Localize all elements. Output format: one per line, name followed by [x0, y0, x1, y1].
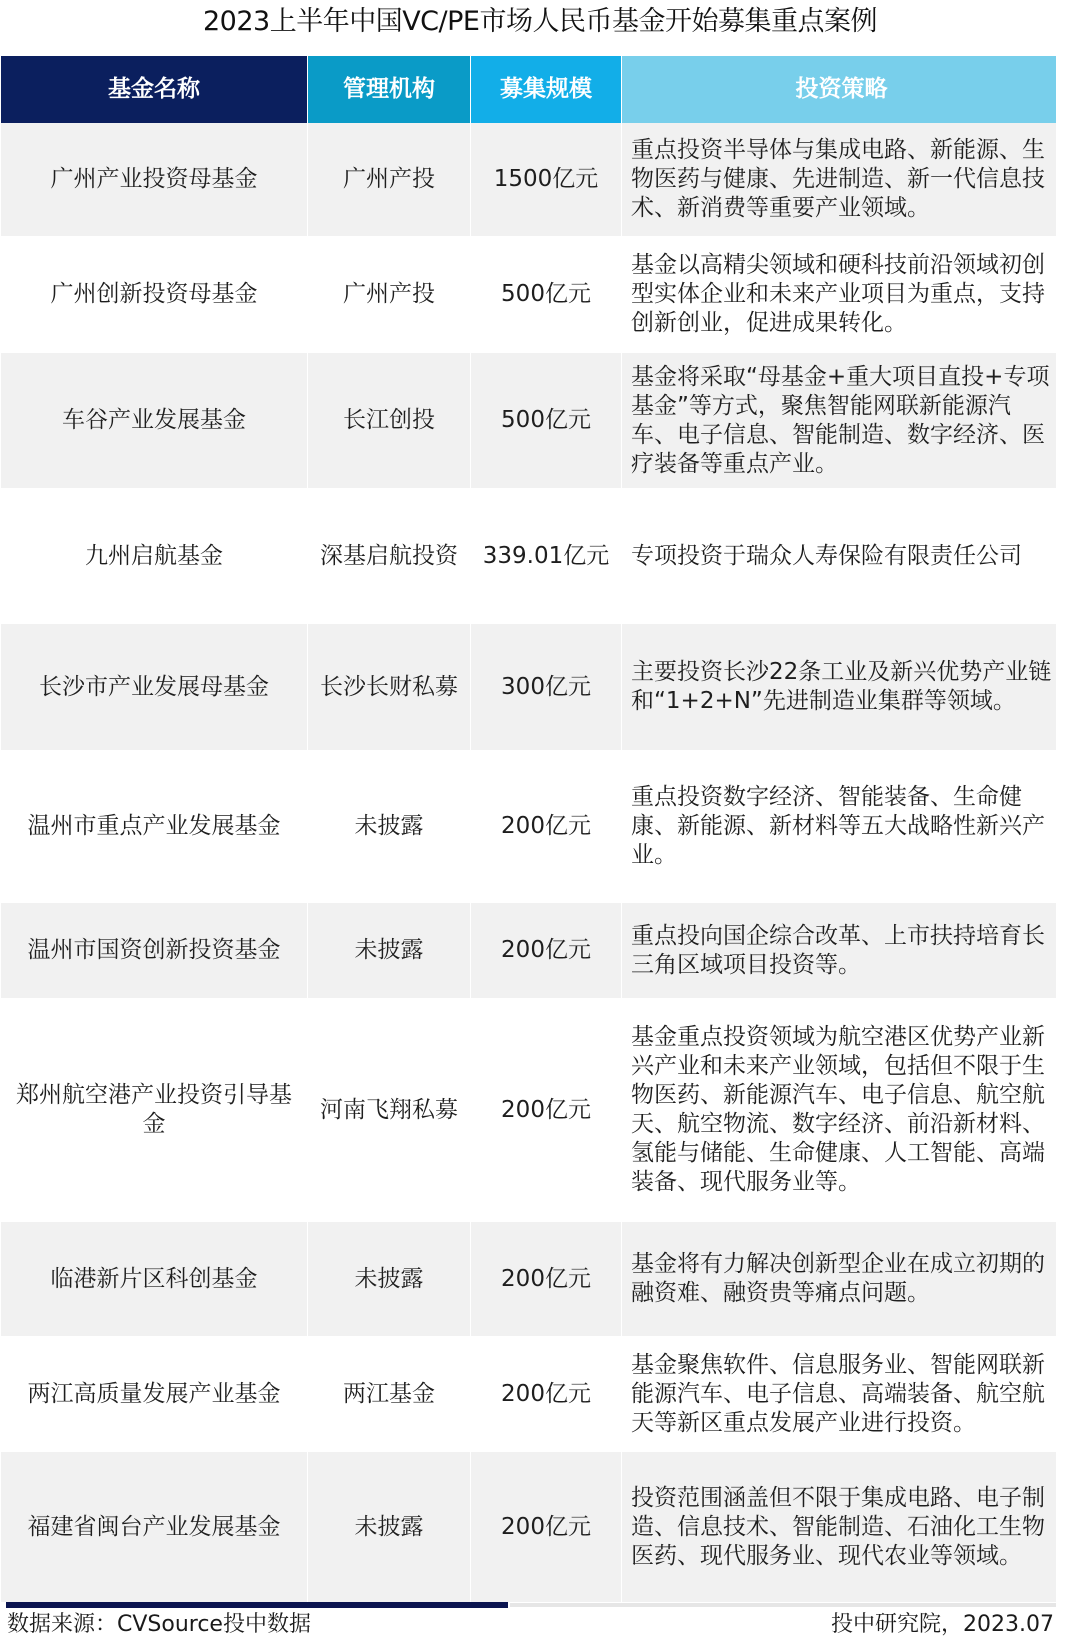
- size-cell: 1500亿元: [470, 123, 621, 236]
- strategy-text: 基金聚焦软件、信息服务业、智能网联新能源汽车、电子信息、高端装备、航空航天等新区重点发展产业进行投资。: [631, 1351, 1045, 1436]
- table-row: [1, 750, 1056, 903]
- header-manager: 管理机构: [307, 56, 470, 123]
- size-cell: 300亿元: [470, 624, 621, 750]
- fund-name-cell: 广州产业投资母基金: [1, 123, 307, 236]
- strategy-text: 主要投资长沙22条工业及新兴优势产业链和“1+2+N”先进制造业集群等领域。: [631, 659, 1052, 714]
- table-row: [1, 353, 1056, 488]
- manager-cell: 两江基金: [307, 1336, 470, 1452]
- table-row: [1, 123, 1056, 236]
- strategy-text: 基金以高精尖领域和硬科技前沿领域初创型实体企业和未来产业项目为重点，支持创新创业，促进成果转化。: [631, 252, 1045, 336]
- fund-name-cell: 长沙市产业发展母基金: [1, 624, 307, 750]
- fund-name-cell: 温州市重点产业发展基金: [1, 750, 307, 903]
- table-row: [1, 903, 1056, 998]
- strategy-text: 基金将有力解决创新型企业在成立初期的融资难、融资贵等痛点问题。: [631, 1251, 1045, 1306]
- size-cell: 200亿元: [470, 750, 621, 903]
- strategy-text: 投资范围涵盖但不限于集成电路、电子制造、信息技术、智能制造、石油化工生物医药、现代服务业、现代农业等领域。: [631, 1484, 1045, 1569]
- strategy-cell: [621, 998, 1056, 1222]
- table-header-row: [1, 56, 1056, 123]
- size-cell: 200亿元: [470, 1336, 621, 1452]
- manager-cell: 河南飞翔私募: [307, 998, 470, 1222]
- strategy-text: 专项投资于瑞众人寿保险有限责任公司: [631, 542, 1022, 569]
- publisher-credit: 投中研究院，2023.07: [831, 1612, 1054, 1637]
- table-row: [1, 1452, 1056, 1602]
- strategy-cell: [621, 903, 1056, 998]
- strategy-cell: [621, 353, 1056, 488]
- strategy-cell: [621, 236, 1056, 353]
- strategy-text: 基金重点投资领域为航空港区优势产业新兴产业和未来产业领域，包括但不限于生物医药、新能源汽车、电子信息、航空航天、航空物流、数字经济、前沿新材料、氢能与储能、生命健康、人工智能、高端装备、现代服务业等。: [631, 1024, 1045, 1195]
- size-cell: 339.01亿元: [470, 488, 621, 624]
- manager-cell: 未披露: [307, 1222, 470, 1336]
- manager-cell: 未披露: [307, 750, 470, 903]
- strategy-cell: [621, 123, 1056, 236]
- strategy-cell: [621, 624, 1056, 750]
- fund-name-cell: 车谷产业发展基金: [1, 353, 307, 488]
- table-row: [1, 1222, 1056, 1336]
- manager-cell: 深基启航投资: [307, 488, 470, 624]
- strategy-cell: [621, 488, 1056, 624]
- data-source-note: 数据来源：CVSource投中数据: [7, 1612, 311, 1637]
- strategy-cell: [621, 1336, 1056, 1452]
- fund-name-cell: 郑州航空港产业投资引导基金: [1, 998, 307, 1222]
- size-cell: 200亿元: [470, 998, 621, 1222]
- table-row: [1, 624, 1056, 750]
- table-row: [1, 998, 1056, 1222]
- size-cell: 200亿元: [470, 903, 621, 998]
- strategy-cell: [621, 1452, 1056, 1602]
- footer-divider-accent: [6, 1602, 508, 1608]
- strategy-text: 重点投资数字经济、智能装备、生命健康、新能源、新材料等五大战略性新兴产业。: [631, 784, 1045, 868]
- fund-table: [1, 56, 1056, 1602]
- manager-cell: 长沙长财私募: [307, 624, 470, 750]
- manager-cell: 长江创投: [307, 353, 470, 488]
- manager-cell: 广州产投: [307, 123, 470, 236]
- footer-divider: [510, 1603, 1056, 1607]
- table-row: [1, 236, 1056, 353]
- fund-name-cell: 临港新片区科创基金: [1, 1222, 307, 1336]
- manager-cell: 未披露: [307, 1452, 470, 1602]
- strategy-cell: [621, 750, 1056, 903]
- size-cell: 200亿元: [470, 1452, 621, 1602]
- size-cell: 500亿元: [470, 353, 621, 488]
- size-cell: 200亿元: [470, 1222, 621, 1336]
- size-cell: 500亿元: [470, 236, 621, 353]
- fund-name-cell: 温州市国资创新投资基金: [1, 903, 307, 998]
- fund-name-cell: 九州启航基金: [1, 488, 307, 624]
- page-title: 2023上半年中国VC/PE市场人民币基金开始募集重点案例: [203, 6, 877, 37]
- header-strategy: 投资策略: [621, 56, 1056, 123]
- fund-name-cell: 广州创新投资母基金: [1, 236, 307, 353]
- fund-name-cell: 福建省闽台产业发展基金: [1, 1452, 307, 1602]
- manager-cell: 广州产投: [307, 236, 470, 353]
- strategy-text: 重点投向国企综合改革、上市扶持培育长三角区域项目投资等。: [631, 922, 1045, 978]
- strategy-text: 重点投资半导体与集成电路、新能源、生物医药与健康、先进制造、新一代信息技术、新消费等重要产业领域。: [631, 137, 1045, 221]
- table-row: [1, 488, 1056, 624]
- header-size: 募集规模: [470, 56, 621, 123]
- fund-name-cell: 两江高质量发展产业基金: [1, 1336, 307, 1452]
- strategy-cell: [621, 1222, 1056, 1336]
- header-fund-name: 基金名称: [1, 56, 307, 123]
- manager-cell: 未披露: [307, 903, 470, 998]
- strategy-text: 基金将采取“母基金+重大项目直投+专项基金”等方式，聚焦智能网联新能源汽车、电子信息、智能制造、数字经济、医疗装备等重点产业。: [631, 363, 1050, 477]
- table-row: [1, 1336, 1056, 1452]
